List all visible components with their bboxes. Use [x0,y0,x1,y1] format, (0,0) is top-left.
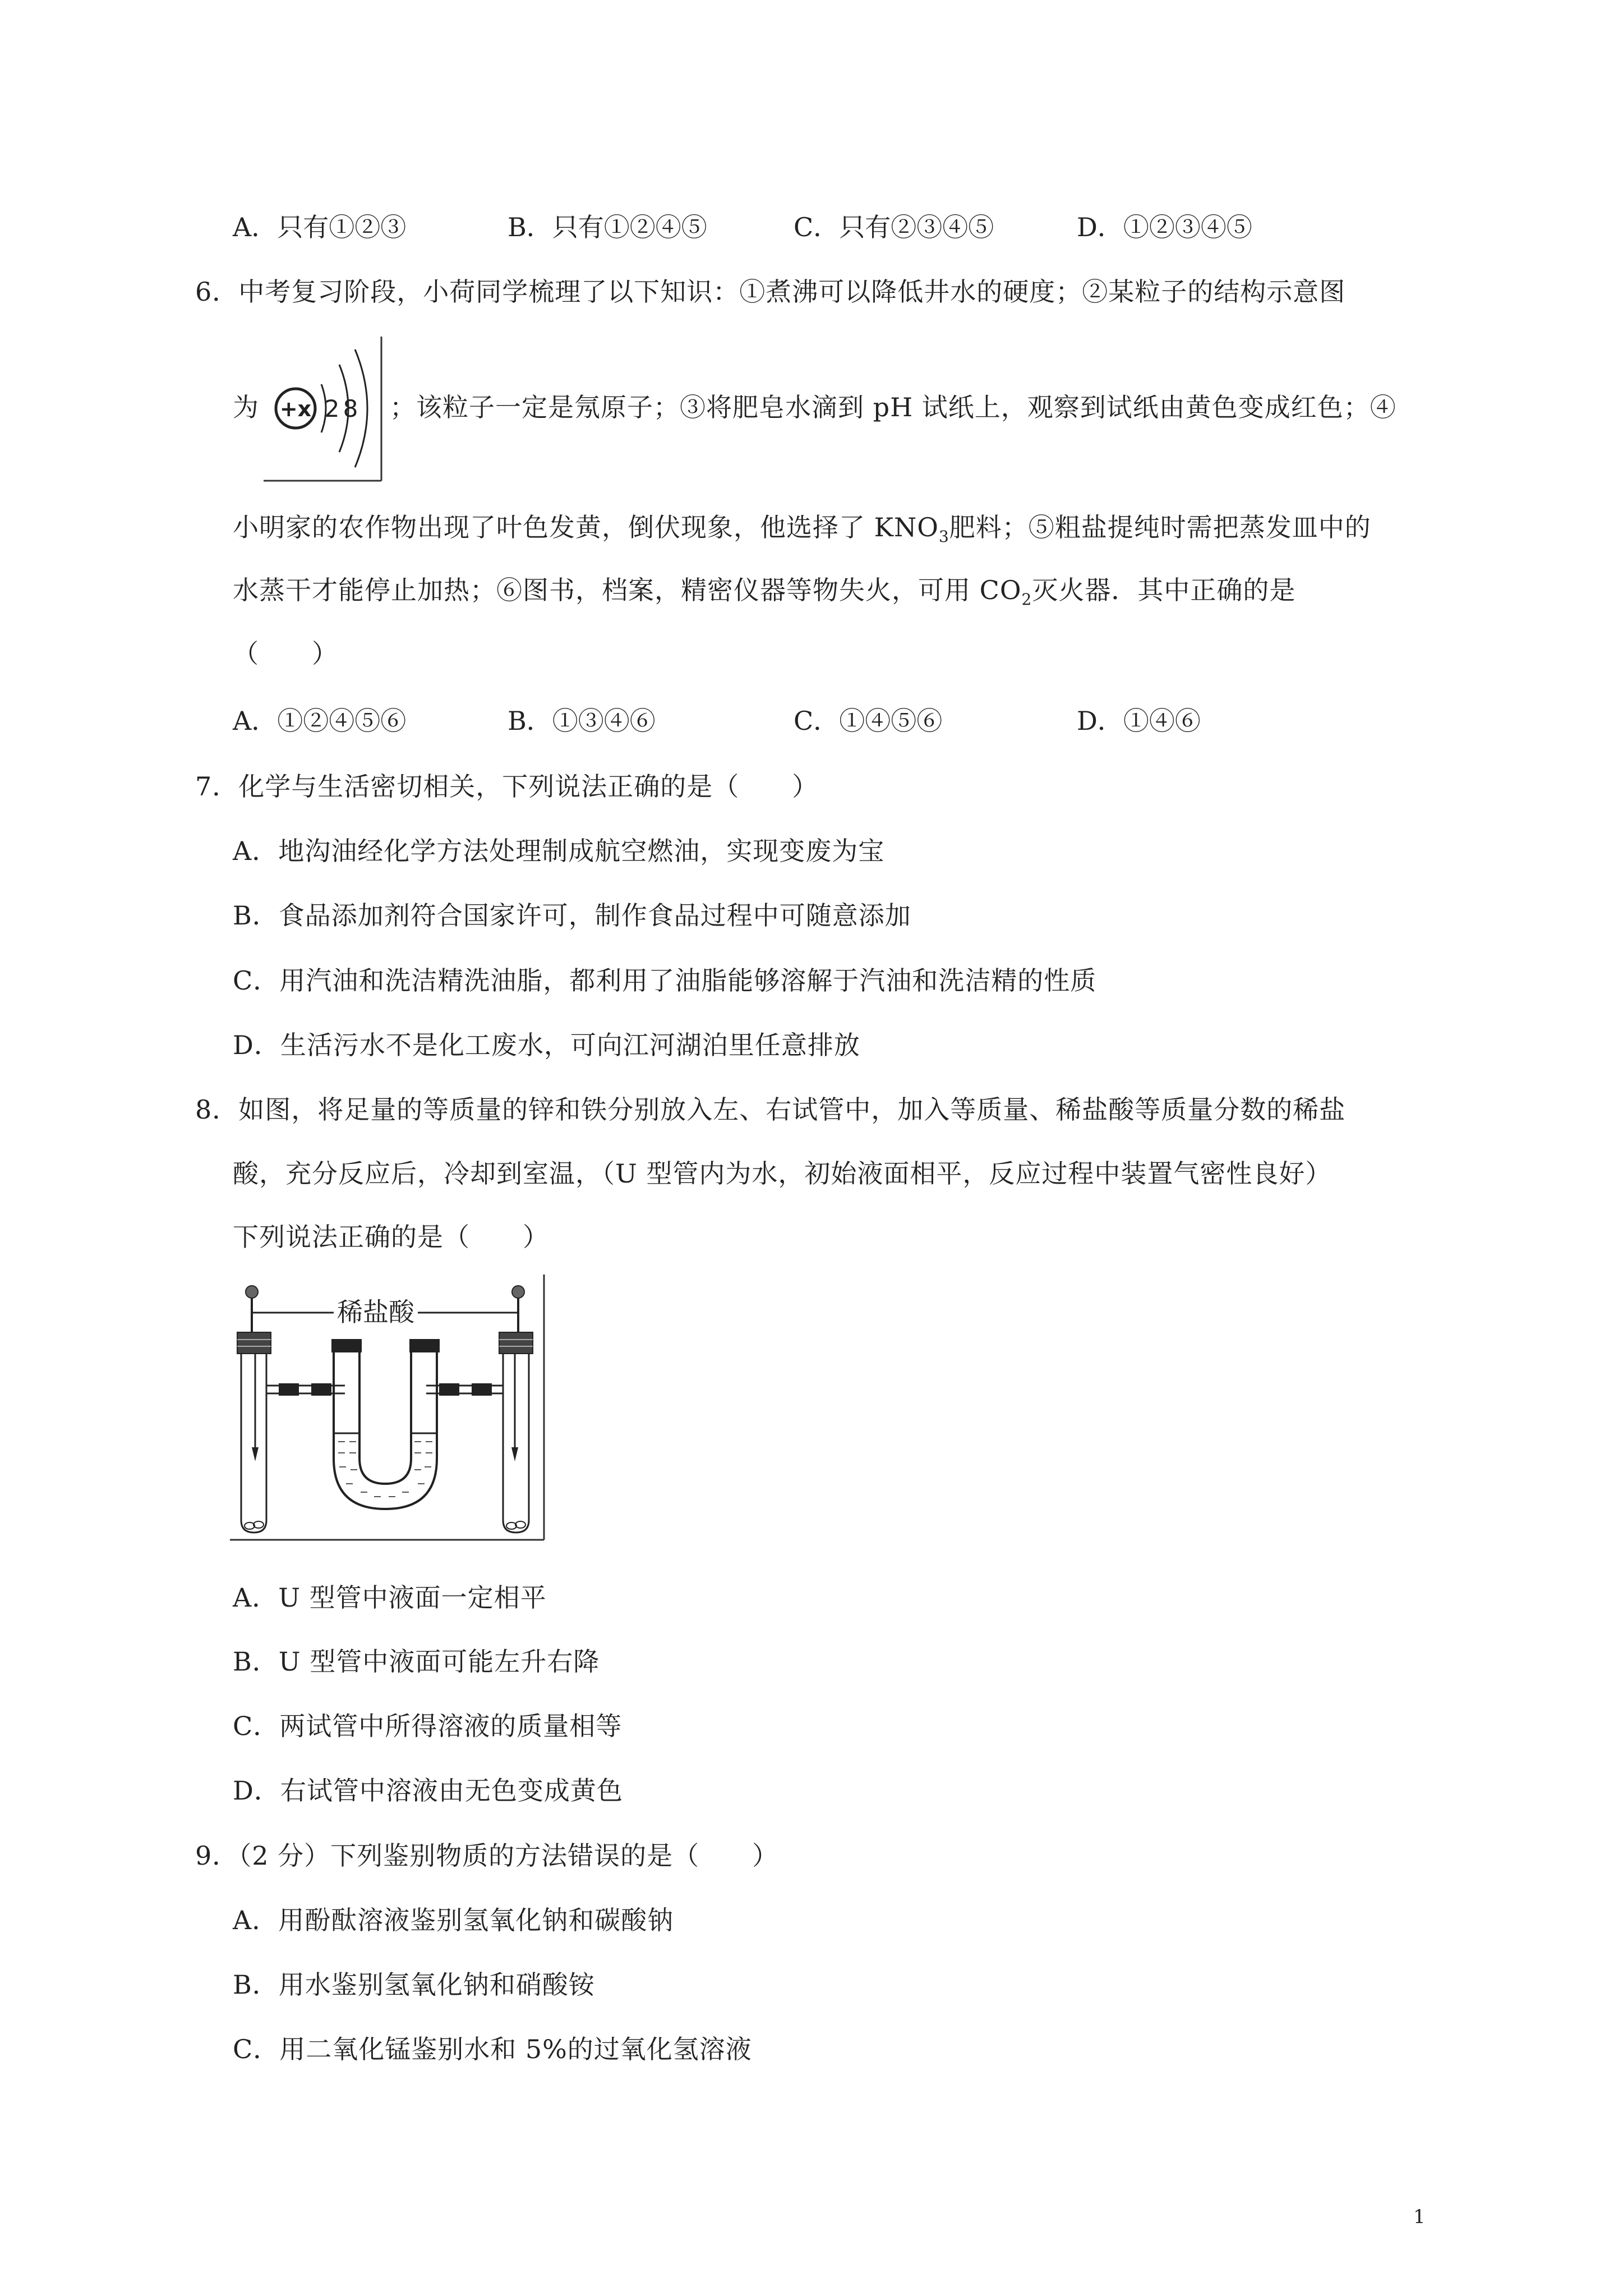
atomic-structure-diagram [261,334,390,485]
figure-label-dilute-hcl: 稀盐酸 [337,1297,414,1327]
q6-stem-line-1: 6．中考复习阶段，小荷同学梳理了以下知识：①煮沸可以降低井水的硬度；②某粒子的结构示意图 [195,277,1346,307]
shell-1-electrons: 2 [324,395,340,422]
q6-line4-subscript: 2 [1021,590,1032,609]
q6-option-a: A．①②④⑤⑥ [233,706,407,736]
q7-option-b: B．食品添加剂符合国家许可，制作食品过程中可随意添加 [233,900,911,931]
q6-line4-text-a: 水蒸干才能停止加热；⑥图书，档案，精密仪器等物失火，可用 CO [233,575,1022,605]
q6-options [233,704,1467,738]
q8-stem-line-1: 8．如图，将足量的等质量的锌和铁分别放入左、右试管中，加入等质量、稀盐酸等质量分数的稀盐 [195,1094,1346,1125]
q8-option-c: C．两试管中所得溶液的质量相等 [233,1711,623,1741]
q6-stem-line-3 [233,510,1371,554]
q8-option-d: D．右试管中溶液由无色变成黄色 [233,1775,623,1806]
q6-line3-text-b: 肥料；⑤粗盐提纯时需把蒸发皿中的 [949,512,1371,542]
q5-option-c: C．只有②③④⑤ [794,212,994,242]
q6-option-c: C．①④⑤⑥ [794,706,943,736]
q5-options [233,210,1467,244]
q9-option-c: C．用二氧化锰鉴别水和 5%的过氧化氢溶液 [233,2034,752,2064]
q9-option-b: B．用水鉴别氢氧化钠和硝酸铵 [233,1970,595,2000]
q6-line3-subscript: 3 [938,527,949,546]
page-number: 1 [1413,2206,1426,2228]
q7-option-a: A．地沟油经化学方法处理制成航空燃油，实现变废为宝 [233,836,885,866]
q6-answer-blank: （ ） [233,638,338,669]
q7-option-d: D．生活污水不是化工废水，可向江河湖泊里任意排放 [233,1030,860,1060]
q5-option-a: A．只有①②③ [233,212,407,242]
q7-stem: 7．化学与生活密切相关，下列说法正确的是（ ） [195,771,819,802]
q6-stem-line-2: ；该粒子一定是氖原子；③将肥皂水滴到 pH 试纸上，观察到试纸由黄色变成红色；④ [390,392,1396,422]
q6-stem-line-4 [233,573,1295,616]
q6-stem-line-2-prefix: 为 [233,392,259,422]
q6-line4-text-b: 灭火器．其中正确的是 [1032,575,1296,605]
q7-option-c: C．用汽油和洗洁精洗油脂，都利用了油脂能够溶解于汽油和洗洁精的性质 [233,965,1097,996]
q6-option-d: D．①④⑥ [1077,706,1201,736]
u-tube-apparatus-diagram [227,1273,550,1542]
q5-option-b: B．只有①②④⑤ [508,212,707,242]
q8-option-b: B．U 型管中液面可能左升右降 [233,1646,600,1677]
q6-line3-text-a: 小明家的农作物出现了叶色发黄，倒伏现象，他选择了 KNO [233,512,939,542]
shell-2-electrons: 8 [343,395,358,422]
q9-stem: 9．（2 分）下列鉴别物质的方法错误的是（ ） [195,1841,779,1871]
nucleus-charge: +x [279,397,312,421]
q6-option-b: B．①③④⑥ [508,706,656,736]
q9-option-a: A．用酚酞溶液鉴别氢氧化钠和碳酸钠 [233,1905,674,1935]
q8-option-a: A．U 型管中液面一定相平 [233,1582,547,1613]
q8-stem-line-2: 酸，充分反应后，冷却到室温，（U 型管内为水，初始液面相平，反应过程中装置气密性良好） [233,1158,1332,1189]
q8-stem-line-3: 下列说法正确的是（ ） [233,1222,549,1252]
q5-option-d: D．①②③④⑤ [1077,212,1252,242]
